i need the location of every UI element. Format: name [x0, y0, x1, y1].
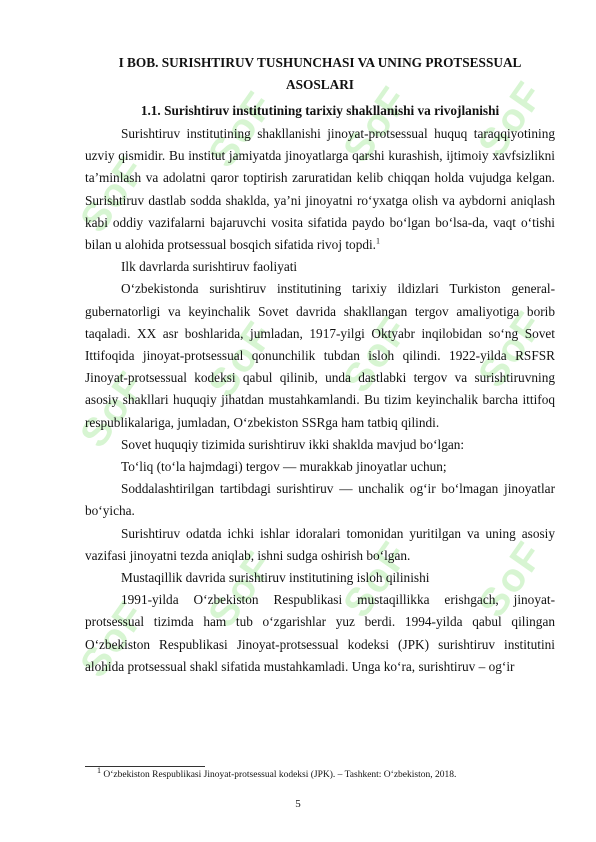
- watermark: SoF: [335, 78, 418, 171]
- list-item: Soddalashtirilgan tartibdagi surishtiruv — unchalik og‘ir bo‘lmagan jinoyatlar bo‘yicha.: [85, 481, 555, 519]
- watermark: SoF: [335, 308, 418, 401]
- paragraph: Sovet huquqiy tizimida surishtiruv ikki shaklda mavjud bo‘lgan:: [121, 436, 465, 452]
- watermark: SoF: [335, 533, 418, 626]
- chapter-title: I BOB. SURISHTIRUV TUSHUNCHASI VA UNING PROTSESSUAL ASOSLARI: [118, 55, 522, 92]
- watermark: SoF: [200, 543, 283, 636]
- paragraph: O‘zbekistonda surishtiruv institutining tarixiy ildizlari Turkiston general-gubernatorligi va keyinchalik Sovet davrida shakllangan tergov amaliyotiga borib taqaladi. XX asr boshlarida, jumladan, 1917-yilgi Oktyabr inqilobidan so‘ng Sovet Ittifoqida jinoyat-protsessual qonunchilik tubdan isloh qilindi. 1922-yilda RSFSR Jinoyat-protsessual kodeksi qabul qilinib, unda dastlabki tergov va surishtiruvning asosiy shakllari huquqiy jihatdan mustahkamlandi. Bu tizim keyinchalik barcha ittifoq respublikalariga, jumladan, O‘zbekiston SSRga ham tatbiq qilindi.: [85, 281, 555, 430]
- footnote: [85, 765, 555, 782]
- watermark: SoF: [470, 303, 553, 396]
- footnote-text: O‘zbekiston Respublikasi Jinoyat-protsessual kodeksi (JPK). – Tashkent: O‘zbekiston, 2018.: [103, 770, 457, 780]
- subheading: Ilk davrlarda surishtiruv faoliyati: [121, 259, 298, 275]
- watermark: SoF: [72, 148, 155, 241]
- watermark: SoF: [200, 313, 283, 406]
- paragraph: Surishtiruv odatda ichki ishlar idoralari tomonidan yuritilgan va uning asosiy vazifasi jinoyatni tezda aniqlab, ishni sudga oshirish bo‘lgan.: [85, 525, 555, 563]
- watermark: SoF: [72, 363, 155, 456]
- body-text: [85, 123, 555, 678]
- footnote-divider: [85, 766, 205, 767]
- watermark: SoF: [72, 593, 155, 686]
- footnote-reference[interactable]: 1: [376, 236, 381, 246]
- watermark: SoF: [470, 533, 553, 626]
- subheading: Mustaqillik davrida surishtiruv institutining isloh qilinishi: [121, 570, 430, 586]
- page-number: 5: [295, 798, 301, 810]
- watermark: SoF: [200, 83, 283, 176]
- list-item: To‘liq (to‘la hajmdagi) tergov — murakkab jinoyatlar uchun;: [121, 459, 447, 475]
- footnote-marker: 1: [97, 765, 101, 775]
- section-title: 1.1. Surishtiruv institutining tarixiy shakllanishi va rivojlanishi: [140, 103, 500, 118]
- paragraph: 1991-yilda O‘zbekiston Respublikasi mustaqillikka erishgach, jinoyat-protsessual tizimda ham tub o‘zgarishlar yuz berdi. 1994-yilda qabul qilingan O‘zbekiston Respublikasi Jinoyat-protsessual kodeksi (JPK) surishtiruv institutini alohida protsessual shakl sifatida mustahkamladi. Unga ko‘ra, surishtiruv – og‘ir: [85, 592, 555, 674]
- watermark: SoF: [470, 73, 553, 166]
- paragraph: Surishtiruv institutining shakllanishi jinoyat-protsessual huquq taraqqiyotining uzviy qismidir. Bu institut jamiyatda jinoyatlarga qarshi kurashish, ijtimoiy xavfsizlikni ta’minlash va adolatni qaror toptirish zaruratidan kelib chiqqan holda vujudga kelgan. Surishtiruv dastlab sodda shaklda, ya’ni jinoyatni ro‘yxatga olish va aybdorni aniqlash kabi oddiy vazifalarni bajaruvchi vosita sifatida paydo bo‘lgan bo‘lsa-da, vaqt o‘tishi bilan u alohida protsessual bosqich sifatida rivoj topdi.$^1$: [85, 126, 555, 253]
